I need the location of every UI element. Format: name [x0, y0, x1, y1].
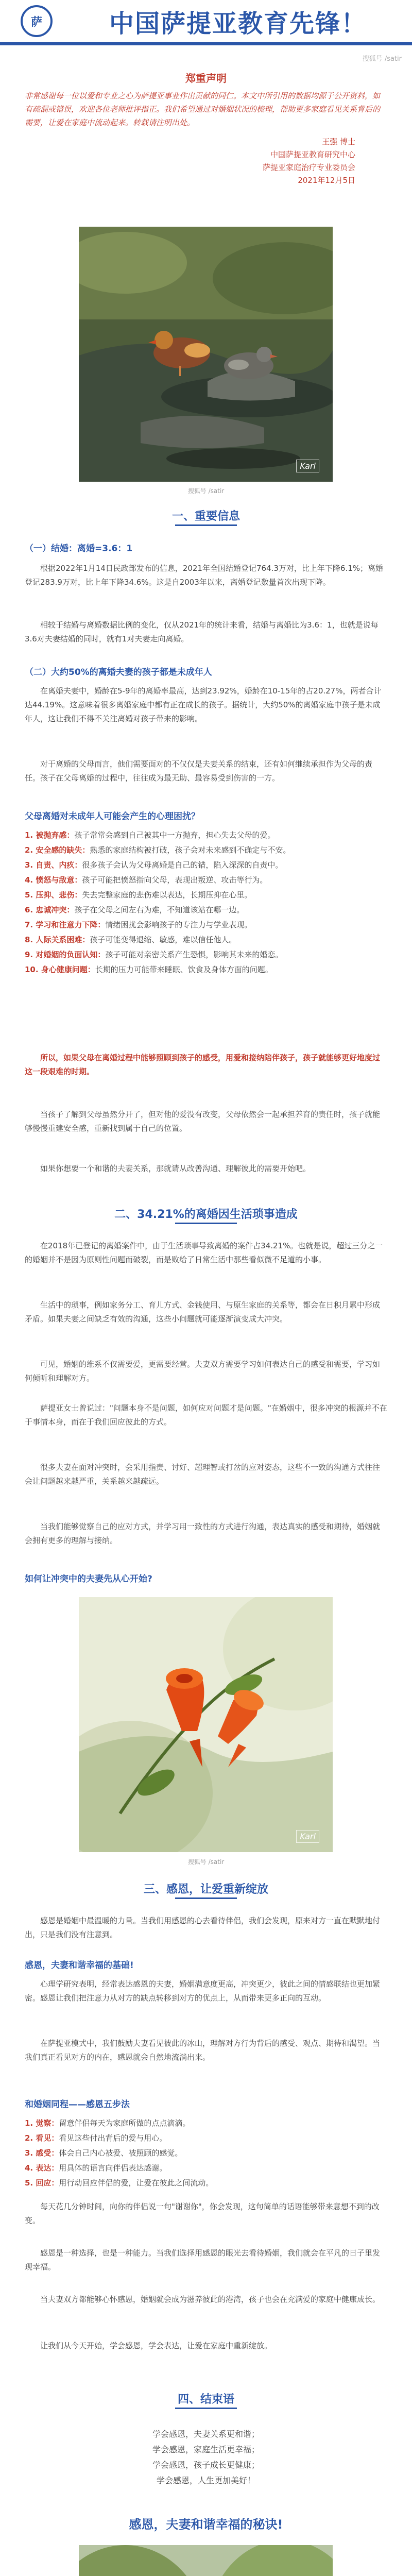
- list-item: 6. 忠诚冲突：孩子在父母之间左右为难，不知道该站在哪一边。: [25, 905, 245, 914]
- subheading-conflict: 如何让冲突中的夫妻先从心开始?: [25, 1574, 152, 1584]
- paragraph: 生活中的琐事，例如家务分工、育儿方式、金钱使用、与原生家庭的关系等，都会在日积月累中形成矛盾。如果夫妻之间缺乏有效的沟通，这些小问题就可能逐渐演变成大冲突。: [25, 1300, 381, 1324]
- statement-title: 郑重声明: [185, 72, 227, 84]
- paragraph: 如果你想要一个和谐的夫妻关系，那就请从改善沟通、理解彼此的需要开始吧。: [40, 1164, 311, 1173]
- subheading-five-steps: 和婚姻同程——感恩五步法: [25, 2099, 130, 2110]
- photo-caption: 搜狐号 /satir: [187, 487, 225, 495]
- paragraph: 感恩是婚姻中最温暖的力量。当我们用感恩的心去看待伴侣，我们会发现，原来对方一直在默默地付出，只是我们没有注意到。: [25, 1916, 381, 1939]
- closing-slogan: 感恩，夫妻和谐幸福的秘诀!: [129, 2517, 283, 2532]
- section-1-title: 一、重要信息: [171, 510, 240, 523]
- header-watermark: 搜狐号 /satir: [362, 55, 402, 63]
- paragraph: 当夫妻双方都能够心怀感恩，婚姻就会成为滋养彼此的港湾，孩子也会在充满爱的家庭中健康成长。: [40, 2295, 381, 2304]
- paragraph: 让我们从今天开始，学会感恩，学会表达，让爱在家庭中重新绽放。: [40, 2341, 272, 2350]
- statement-body: 非常感谢每一位以爱和专业之心为萨提亚事业作出贡献的同仁。本文中所引用的数据均源于公开资料，如有疏漏或错误，欢迎各位老师批评指正。我们希望通过对婚姻状况的梳理，帮助更多家庭看见关系背后的需要，让爱在家庭中流动起来。转载请注明出处。: [25, 91, 381, 127]
- section-2-title: 二、34.21%的离婚因生活琐事造成: [114, 1208, 298, 1221]
- section-4-underline: [175, 2408, 237, 2409]
- couple-photo: [79, 2545, 333, 2576]
- photo-watermark: Karl: [296, 1830, 319, 1843]
- flower-photo: [79, 1597, 333, 1852]
- statement-signature: 王强 博士 中国萨提亚教育研究中心 萨提亚家庭治疗专业委员会 2021年12月5日: [262, 137, 355, 185]
- paragraph: 对于离婚的父母而言，他们需要面对的不仅仅是夫妻关系的结束，还有如何继续承担作为父母的责任。孩子在父母离婚的过程中，往往成为最无助、最容易受到伤害的一方。: [25, 759, 373, 783]
- list-item: 7. 学习和注意力下降：情绪困扰会影响孩子的专注力与学业表现。: [25, 920, 252, 929]
- section-2-underline: [175, 1223, 237, 1224]
- list-item: 4. 表达：用具体的语言向伴侣表达感谢。: [25, 2163, 167, 2173]
- paragraph: 每天花几分钟时间，向你的伴侣说一句"谢谢你"，你会发现，这句简单的话语能够带来意想不到的改变。: [25, 2202, 380, 2225]
- section-3-title: 三、感恩，让爱重新绽放: [143, 1883, 268, 1896]
- list-item: 1. 觉察：留意伴侣每天为家庭所做的点点滴滴。: [25, 2119, 191, 2128]
- subheading-psych-impact: 父母离婚对未成年人可能会产生的心理困扰？: [25, 811, 200, 822]
- list-item: 2. 看见：看见这些付出背后的爱与用心。: [25, 2133, 167, 2143]
- subheading-minor-children: （二）大约50%的离婚夫妻的孩子都是未成年人: [25, 667, 212, 677]
- mandarin-duck-photo: [79, 227, 333, 482]
- paragraph: 根据2022年1月14日民政部发布的信息，2021年全国结婚登记764.3万对，比上年下降6.1%；离婚登记283.9万对，比上年下降34.6%。这是自2003年以来，离婚登记数量首次出现下降。: [25, 564, 384, 587]
- closing-lines: 学会感恩，夫妻关系更和谐； 学会感恩，家庭生活更幸福； 学会感恩，孩子成长更健康； 学会感恩，人生更加美好！: [152, 2429, 260, 2485]
- paragraph: 萨提亚女士曾说过："问题本身不是问题，如何应对问题才是问题。"在婚姻中，很多冲突的根源并不在于事情本身，而在于我们回应彼此的方式。: [25, 1403, 387, 1427]
- subheading-gratitude: 感恩，夫妻和谐幸福的基础!: [25, 1960, 134, 1971]
- paragraph: 当我们能够觉察自己的应对方式，并学习用一致性的方式进行沟通，表达真实的感受和期待，婚姻就会拥有更多的理解与接纳。: [25, 1522, 381, 1545]
- list-item: 10. 身心健康问题：长期的压力可能带来睡眠、饮食及身体方面的问题。: [25, 965, 273, 974]
- paragraph: 心理学研究表明，经常表达感恩的夫妻，婚姻满意度更高，冲突更少，彼此之间的情感联结也更加紧密。感恩让我们把注意力从对方的缺点转移到对方的优点上，从而带来更多正向的互动。: [25, 1979, 381, 2003]
- impact-list: [25, 828, 387, 978]
- section-4-title: 四、结束语: [177, 2393, 234, 2406]
- paragraph: 在2018年已登记的离婚案件中，由于生活琐事导致离婚的案件占34.21%。也就是说，超过三分之一的婚姻并不是因为原则性问题而破裂，而是败给了日常生活中那些看似微不足道的小事。: [25, 1241, 383, 1264]
- page-header: [0, 0, 412, 42]
- list-item: 3. 自责、内疚：很多孩子会认为父母离婚是自己的错，陷入深深的自责中。: [25, 860, 283, 870]
- paragraph: 相较于结婚与离婚数据比例的变化，仅从2021年的统计来看，结婚与离婚比为3.6：1，也就是说每3.6对夫妻结婚的同时，就有1对夫妻走向离婚。: [25, 620, 379, 643]
- section-3-underline: [175, 1897, 237, 1899]
- statement-section: [0, 70, 412, 219]
- subheading-marriage-ratio: （一）结婚：离婚=3.6：1: [25, 544, 133, 554]
- list-item: 8. 人际关系困难：孩子可能变得退缩、敏感，难以信任他人。: [25, 935, 237, 944]
- paragraph: 当孩子了解到父母虽然分开了，但对他的爱没有改变，父母依然会一起承担养育的责任时，孩子就能够慢慢重建安全感，重新找到属于自己的位置。: [25, 1110, 381, 1133]
- paragraph: 可见，婚姻的维系不仅需要爱，更需要经营。夫妻双方需要学习如何表达自己的感受和需要，学习如何倾听和理解对方。: [25, 1360, 381, 1383]
- steps-list: [25, 2116, 387, 2191]
- list-item: 9. 对婚姻的负面认知：孩子可能对亲密关系产生恐惧，影响其未来的婚恋。: [25, 950, 283, 959]
- list-item: 1. 被抛弃感：孩子常常会感到自己被其中一方抛弃，担心失去父母的爱。: [25, 831, 276, 840]
- list-item: 3. 感受：体会自己内心被爱、被照顾的感觉。: [25, 2148, 183, 2158]
- photo-watermark: Karl: [296, 460, 319, 472]
- list-item: 5. 压抑、悲伤：失去完整家庭的悲伤难以表达，长期压抑在心里。: [25, 890, 252, 900]
- highlight-paragraph: 所以，如果父母在离婚过程中能够照顾到孩子的感受，用爱和接纳陪伴孩子，孩子就能够更好地度过这一段艰难的时期。: [25, 1053, 381, 1076]
- brand-title: 中国萨提亚教育先锋！: [109, 9, 367, 38]
- paragraph: 很多夫妻在面对冲突时，会采用指责、讨好、超理智或打岔的应对姿态，这些不一致的沟通方式往往会让问题越来越严重，关系越来越疏远。: [25, 1463, 381, 1486]
- organization-logo: 萨: [21, 5, 53, 37]
- list-item: 2. 安全感的缺失：熟悉的家庭结构被打破，孩子会对未来感到不确定与不安。: [25, 845, 291, 855]
- paragraph: 感恩是一种选择，也是一种能力。当我们选择用感恩的眼光去看待婚姻，我们就会在平凡的日子里发现幸福。: [25, 2248, 381, 2272]
- list-item: 5. 回应：用行动回应伴侣的爱，让爱在彼此之间流动。: [25, 2178, 214, 2188]
- paragraph: 在萨提亚模式中，我们鼓励夫妻看见彼此的冰山，理解对方行为背后的感受、观点、期待和渴望。当我们真正看见对方的内在，感恩就会自然地流淌出来。: [25, 2039, 381, 2062]
- list-item: 4. 愤怒与敌意：孩子可能把愤怒指向父母，表现出叛逆、攻击等行为。: [25, 875, 268, 885]
- paragraph: 在离婚夫妻中，婚龄在5-9年的离婚率最高，达到23.92%，婚龄在10-15年的占20.27%，两者合计达44.19%。这意味着很多离婚家庭中都有正在成长的孩子。据统计，大约50%的离婚家庭中孩子是未成年人，这让我们不得不关注离婚对孩子带来的影响。: [25, 686, 382, 723]
- section-1-underline: [175, 524, 237, 526]
- photo-caption: 搜狐号 /satir: [187, 1858, 225, 1866]
